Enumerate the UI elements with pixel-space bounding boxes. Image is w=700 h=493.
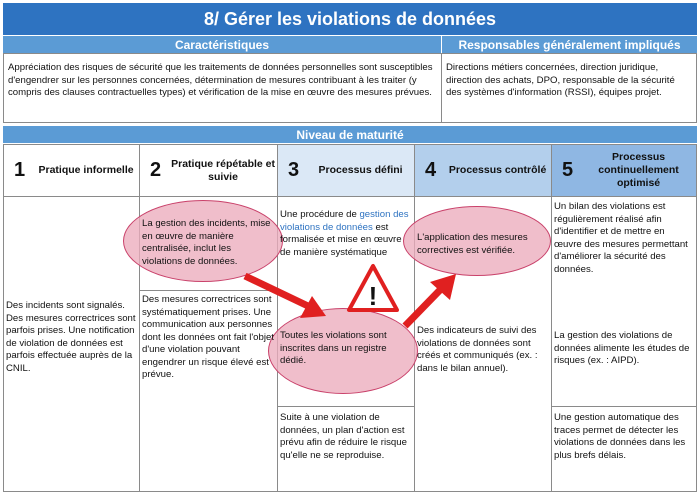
text-segment: est formalisée et mise en œuvre de manière systématique: [280, 221, 402, 258]
level-label: Processus défini: [318, 164, 403, 176]
arrow-right-up-icon: [405, 274, 456, 326]
level-number: 4: [425, 159, 437, 181]
level-label: Pratique répétable et suivie: [171, 157, 275, 183]
level-5-bot-text: Une gestion automatique des traces permet de détecter les violations de données dans les plus brefs délais.: [554, 412, 686, 461]
level-3-bot-text: Suite à une violation de données, un plan d'action est prévu afin de réduire le risque qu'elle ne se reproduise.: [280, 412, 407, 461]
responsables-header: Responsables généralement impliqués: [442, 36, 697, 53]
level-label: Pratique informelle: [38, 164, 134, 176]
level-5-mid-text: La gestion des violations de données alimente les études de risques (ex. : AIPD).: [554, 330, 690, 366]
level-label: Processus continuellement optimisé: [598, 151, 679, 189]
level-4-top-text: L'application des mesures correctives est vérifiée.: [417, 232, 528, 256]
warning-symbol: !: [368, 281, 378, 311]
level-4-mid-text: Des indicateurs de suivi des violations de données sont créés et communiqués (ex. : dans le bilan annuel).: [417, 325, 538, 374]
level-2-top-text: La gestion des incidents, mise en œuvre de manière centralisée, inclut les violations de données.: [142, 218, 271, 267]
text-segment: Une procédure de: [280, 209, 360, 220]
warning-triangle-icon: [349, 266, 397, 311]
characteristics-text: Appréciation des risques de sécurité que les traitements de données personnelles sont susceptibles d'engendrer sur les personnes concernées, détermination de mesures contribuant à les traiter (y compris des clauses contractuelles types) et vérification de la mise en œuvre des mesures prévues.: [8, 62, 433, 98]
level-number: 1: [14, 159, 26, 181]
level-number: 2: [150, 159, 162, 181]
level-5-top-text: Un bilan des violations est régulièrement réalisé afin d'identifier et de mettre en œuvre des mesures permettant d'améliorer la sécurité des données.: [554, 201, 688, 275]
maturity-header: Niveau de maturité: [3, 126, 697, 143]
procedure-link[interactable]: gestion des violations de données: [280, 209, 409, 233]
level-number: 3: [288, 159, 300, 181]
level-3-mid-text: Toutes les violations sont inscrites dans un registre dédié.: [280, 330, 387, 366]
level-label: Processus contrôlé: [448, 164, 547, 176]
arrow-right-down-icon: [245, 276, 326, 318]
responsables-text: Directions métiers concernées, direction juridique, direction des achats, DPO, responsable de la sécurité des systèmes d'information (RSSI), équipes projet.: [446, 62, 675, 98]
level-2-mid-text: Des mesures correctrices sont systématiquement prises. Une communication aux personnes dont les données ont fait l'objet d'une violation pouvant engendrer un risque élevé est prévue.: [142, 294, 274, 380]
characteristics-header: Caractéristiques: [3, 36, 441, 53]
level-1-text: Des incidents sont signalés. Des mesures correctrices sont parfois prises. Une notification de violation de données est parfois effectuée auprès de la CNIL.: [6, 300, 136, 374]
page-title: 8/ Gérer les violations de données: [3, 3, 697, 35]
level-number: 5: [562, 159, 574, 181]
